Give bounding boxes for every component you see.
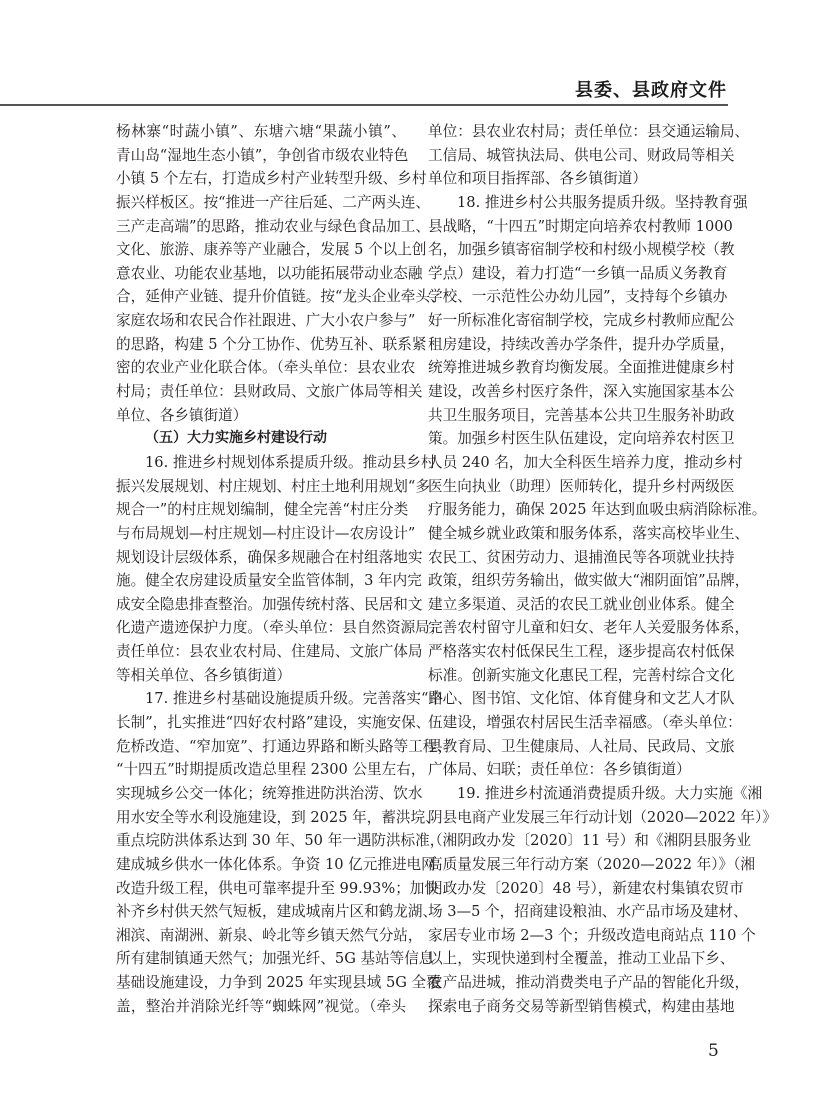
text-line: 县教育局、卫生健康局、人社局、民政局、文旅 [428, 737, 735, 755]
text-line: 三产走高端”的思路，推动农业与绿色食品加工、 [116, 217, 430, 235]
text-line: 农产品进城，推动消费类电子产品的智能化升级， [428, 974, 750, 992]
text-line: 中心、图书馆、文化馆、体育健身和文艺人才队 [428, 690, 735, 708]
text-line: 单位、各乡镇街道） [116, 406, 248, 424]
text-line: 密的农业产业化联合体。（牵头单位：县农业农 [116, 359, 416, 377]
text-line: 杨林寨“时蔬小镇”、东塘六塘“果蔬小镇”、 [116, 123, 406, 140]
header-rule [0, 104, 728, 106]
text-line: 严格落实农村低保民生工程，逐步提高农村低保 [428, 643, 735, 661]
left-column [116, 120, 452, 1018]
text-line: 建成城乡供水一体化体系。争资 10 亿元推进电网 [116, 855, 436, 873]
text-line: 用水安全等水利设施建设，到 2025 年，蓄洪垸、 [116, 808, 440, 826]
text-line: 补齐乡村供天然气短板，建成城南片区和鹤龙湖、 [116, 903, 438, 921]
text-line: 18. 推进乡村公共服务提质升级。坚持教育强 [457, 193, 748, 211]
paragraph [428, 782, 777, 1018]
text-line: 县战略，“十四五”时期定向培养农村教师 1000 [428, 217, 733, 235]
text-line: 租房建设，持续改善办学条件，提升办学质量， [428, 335, 735, 353]
text-line: 统筹推进城乡教育均衡发展。全面推进健康乡村 [428, 359, 735, 377]
text-line: 盖，整治并消除光纤等“蜘蛛网”视觉。（牵头 [116, 997, 406, 1015]
text-line: 与布局规划—村庄规划—村庄设计—农房设计” [116, 524, 416, 542]
text-line: 名，加强乡镇寄宿制学校和村级小规模学校（教 [428, 241, 735, 259]
section-heading [116, 427, 406, 451]
text-line: 政策，组织劳务输出，做实做大“湘阴面馆”品牌， [428, 572, 750, 590]
text-line: 高质量发展三年行动方案（2020—2022 年）》（湘 [428, 855, 756, 873]
text-line: 青山岛“湿地生态小镇”，争创省市级农业特色 [116, 146, 409, 164]
text-line: 标准。创新实施文化惠民工程，完善村综合文化 [428, 666, 735, 684]
text-line: 规划设计层级体系，确保多规融合在村组落地实 [116, 548, 423, 566]
text-line: 湘滨、南湖洲、新泉、岭北等乡镇天然气分站， [116, 926, 423, 944]
text-line: 成安全隐患排查整治。加强传统村落、民居和文 [116, 595, 423, 613]
text-line: 重点垸防洪体系达到 30 年、50 年一遇防洪标准， [116, 832, 445, 850]
text-line: 医生向执业（助理）医师转化，提升乡村两级医 [428, 477, 735, 495]
text-line: 疗服务能力，确保 2025 年达到血吸虫病消除标准。 [428, 501, 767, 519]
text-line: 完善农村留守儿童和妇女、老年人关爱服务体系， [428, 619, 750, 637]
text-line: 探索电子商务交易等新型销售模式，构建由基地 [428, 997, 735, 1015]
text-line: “十四五”时期提质改造总里程 2300 公里左右， [116, 761, 426, 779]
text-line: 阴政办发〔2020〕48 号），新建农村集镇农贸市 [428, 879, 744, 897]
paragraph [116, 687, 452, 1018]
text-line: （五）大力实施乡村建设行动 [145, 430, 327, 447]
text-line: 长制”，扎实推进“四好农村路”建设，实施安保、 [116, 714, 431, 732]
text-line: 16. 推进乡村规划体系提质升级。推动县乡村 [145, 453, 436, 471]
text-line: 单位：县农业农村局；责任单位：县交通运输局、 [428, 123, 750, 140]
text-line: 化遗产遗迹保护力度。（牵头单位：县自然资源局； [116, 619, 445, 637]
text-line: 健全城乡就业政策和服务体系，落实高校毕业生、 [428, 524, 750, 542]
text-line: 阴县电商产业发展三年行动计划（2020—2022 年）》 [428, 808, 777, 826]
paragraph [116, 451, 445, 687]
text-line: 改造升级工程，供电可靠率提升至 99.93%；加快 [116, 879, 439, 897]
text-line: （湘阴政办发〔2020〕11 号）和《湘阴县服务业 [428, 832, 752, 850]
right-column [428, 120, 777, 1018]
text-line: 基础设施建设，力争到 2025 年实现县域 5G 全覆 [116, 974, 441, 992]
text-line: 单位和项目指挥部、各乡镇街道） [428, 170, 647, 188]
page-number: 5 [708, 1041, 719, 1061]
text-line: 家庭农场和农民合作社跟进、广大小农户参与” [116, 312, 416, 330]
text-line: 农民工、贫困劳动力、退捕渔民等各项就业扶持 [428, 548, 735, 566]
text-line: 学点）建设，着力打造“一乡镇一品质义务教育 [428, 264, 728, 282]
text-line: 工信局、城管执法局、供电公司、财政局等相关 [428, 146, 735, 164]
text-line: 所有建制镇通天然气；加强光纤、5G 基站等信息 [116, 950, 434, 968]
text-line: 文化、旅游、康养等产业融合，发展 5 个以上创 [116, 241, 427, 259]
text-line: 好一所标准化寄宿制学校，完成乡村教师应配公 [428, 312, 735, 330]
text-line: 小镇 5 个左右，打造成乡村产业转型升级、乡村 [116, 170, 427, 188]
text-line: 振兴样板区。按“推进一产往后延、二产两头连、 [116, 193, 430, 211]
text-line: 共卫生服务项目，完善基本公共卫生服务补助政 [428, 406, 735, 424]
text-line: 以上，实现快递到村全覆盖，推动工业品下乡、 [428, 950, 735, 968]
paragraph [116, 120, 445, 427]
text-line: 责任单位：县农业农村局、住建局、文旅广体局 [116, 643, 423, 661]
text-line: 意农业、功能农业基地，以功能拓展带动业态融 [116, 264, 423, 282]
text-line: 建设，改善乡村医疗条件，深入实施国家基本公 [428, 383, 735, 401]
text-line: 19. 推进乡村流通消费提质升级。大力实施《湘 [457, 784, 763, 802]
text-line: 广体局、妇联；责任单位：各乡镇街道） [428, 761, 691, 779]
text-line: 家居专业市场 2—3 个；升级改造电商站点 110 个 [428, 926, 756, 944]
text-line: 17. 推进乡村基础设施提质升级。完善落实“路 [145, 690, 443, 708]
text-line: 振兴发展规划、村庄规划、村庄土地利用规划“多 [116, 477, 430, 495]
text-line: 实现城乡公交一体化；统筹推进防洪治涝、饮水 [116, 784, 423, 802]
text-line: 等相关单位、各乡镇街道） [116, 666, 292, 684]
text-line: 危桥改造、“窄加宽”、打通边界路和断头路等工程， [116, 737, 452, 755]
text-line: 施。健全农房建设质量安全监管体制，3 年内完 [116, 572, 422, 590]
text-line: 学校、一示范性公办幼儿园”，支持每个乡镇办 [428, 288, 728, 306]
text-line: 伍建设，增强农村居民生活幸福感。（牵头单位： [428, 714, 742, 732]
text-line: 策。加强乡村医生队伍建设，定向培养农村医卫 [428, 430, 735, 448]
text-line: 村局；责任单位：县财政局、文旅广体局等相关 [116, 383, 423, 401]
text-line: 的思路，构建 5 个分工协作、优势互补、联系紧 [116, 335, 427, 353]
text-line: 规合一”的村庄规划编制，健全完善“村庄分类 [116, 501, 409, 519]
text-line: 人员 240 名，加大全科医生培养力度，推动乡村 [428, 453, 743, 471]
text-line: 建立多渠道、灵活的农民工就业创业体系。健全 [428, 595, 735, 613]
text-line: 场 3—5 个，招商建设粮油、水产品市场及建材、 [428, 903, 748, 921]
text-line: 合，延伸产业链、提升价值链。按“龙头企业牵头、 [116, 288, 445, 306]
paragraph [428, 120, 750, 191]
running-header-title: 县委、县政府文件 [575, 80, 727, 101]
paragraph [428, 191, 767, 782]
